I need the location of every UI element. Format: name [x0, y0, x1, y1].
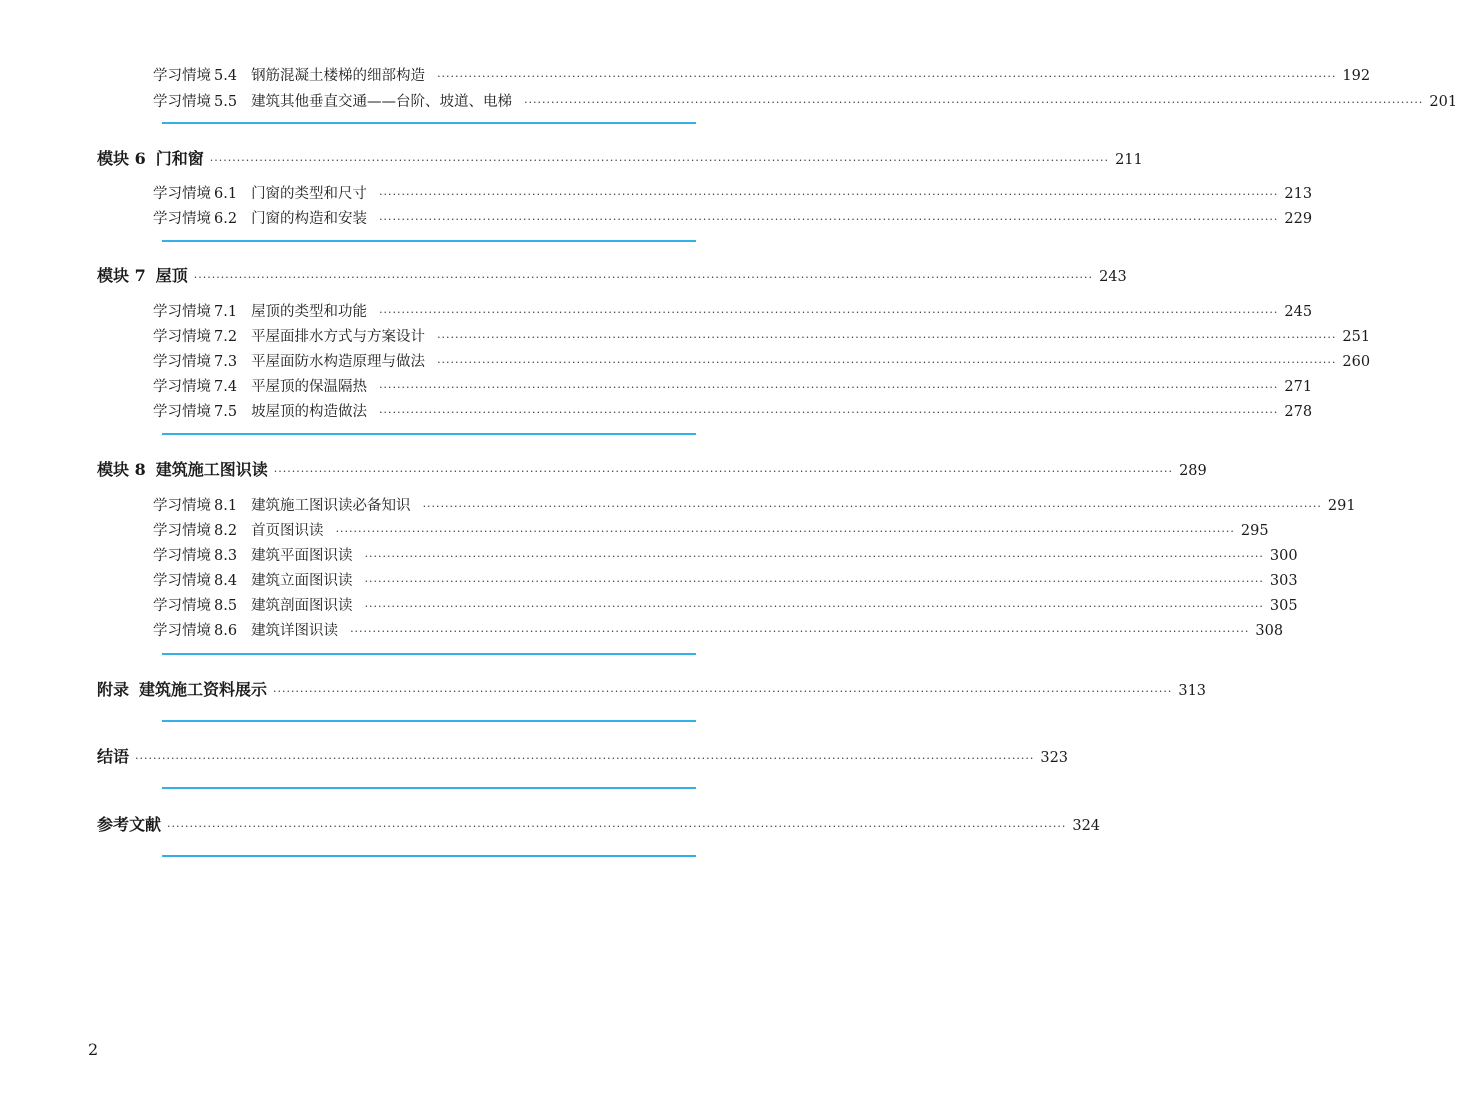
toc-section-entry[interactable] [153, 594, 1298, 615]
toc-entry-label: 学习情境 [153, 211, 211, 227]
toc-section-entry[interactable] [153, 207, 1313, 228]
toc-entry-number: 8.4 [214, 573, 238, 589]
toc-entry-number: 8.2 [214, 523, 238, 539]
toc-entry-title: 门窗的类型和尺寸 [251, 186, 368, 202]
toc-entry-label: 学习情境 [153, 548, 211, 564]
toc-entry-label: 附录 [97, 680, 130, 699]
toc-entry-number: 8.3 [214, 548, 238, 564]
toc-entry-title: 屋顶 [155, 266, 188, 285]
toc-entry-label: 学习情境 [153, 94, 211, 110]
toc-entry-number: 8.6 [214, 623, 238, 639]
toc-entry-title: 建筑平面图识读 [251, 548, 353, 564]
toc-module-entry[interactable] [97, 812, 1101, 835]
toc-entry-page: 308 [1255, 623, 1284, 639]
toc-entry-number: 7.2 [214, 329, 238, 345]
toc-entry-label: 结语 [97, 747, 130, 766]
dot-leader: ········································································································································································································ [437, 356, 1337, 369]
toc-entry-number: 8.1 [214, 498, 238, 514]
toc-entry-label: 模块 6 [97, 149, 146, 168]
toc-entry-page: 289 [1179, 463, 1207, 479]
dot-leader: ········································································································································································································ [379, 381, 1279, 394]
toc-entry-title: 钢筋混凝土楼梯的细部构造 [251, 68, 426, 84]
toc-entry-label: 模块 8 [97, 460, 146, 479]
toc-section-entry[interactable] [153, 64, 1371, 85]
toc-entry-number: 6.1 [214, 186, 238, 202]
toc-entry-label: 学习情境 [153, 498, 211, 514]
toc-entry-page: 271 [1284, 379, 1313, 395]
toc-entry-page: 303 [1269, 573, 1298, 589]
dot-leader: ········································································································································································································ [273, 685, 1173, 698]
dot-leader: ········································································································································································································ [350, 625, 1250, 638]
dot-leader: ········································································································································································································ [167, 820, 1067, 833]
section-divider [162, 653, 696, 655]
toc-entry-page: 213 [1284, 186, 1313, 202]
toc-entry-title: 平屋面排水方式与方案设计 [251, 329, 426, 345]
toc-entry-page: 192 [1342, 68, 1371, 84]
toc-entry-label: 模块 7 [97, 266, 146, 285]
toc-entry-title: 坡屋顶的构造做法 [251, 404, 368, 420]
toc-entry-number: 5.5 [214, 94, 238, 110]
dot-leader: ········································································································································································································ [422, 500, 1322, 513]
toc-entry-page: 305 [1269, 598, 1298, 614]
toc-entry-title: 建筑详图识读 [251, 623, 339, 639]
toc-section-entry[interactable] [153, 325, 1371, 346]
section-divider [162, 122, 696, 124]
toc-entry-label: 学习情境 [153, 523, 211, 539]
dot-leader: ········································································································································································································ [364, 550, 1264, 563]
toc-section-entry[interactable] [153, 90, 1457, 111]
toc-entry-page: 324 [1072, 818, 1101, 834]
section-divider [162, 787, 696, 789]
toc-entry-page: 245 [1284, 304, 1313, 320]
toc-entry-number: 7.4 [214, 379, 238, 395]
toc-entry-number: 6.2 [214, 211, 238, 227]
toc-entry-title: 建筑立面图识读 [251, 573, 353, 589]
toc-section-entry[interactable] [153, 519, 1269, 540]
toc-entry-label: 学习情境 [153, 598, 211, 614]
toc-entry-page: 260 [1342, 354, 1371, 370]
toc-entry-number: 7.5 [214, 404, 238, 420]
toc-entry-label: 学习情境 [153, 68, 211, 84]
toc-entry-number: 7.3 [214, 354, 238, 370]
page-number: 2 [88, 1040, 99, 1059]
dot-leader: ········································································································································································································ [437, 331, 1337, 344]
dot-leader: ········································································································································································································ [193, 271, 1094, 284]
toc-section-entry[interactable] [153, 182, 1313, 203]
toc-section-entry[interactable] [153, 544, 1298, 565]
section-divider [162, 855, 696, 857]
dot-leader: ········································································································································································································ [437, 70, 1337, 83]
toc-entry-title: 建筑施工资料展示 [139, 680, 268, 699]
dot-leader: ········································································································································································································ [379, 306, 1279, 319]
toc-entry-number: 7.1 [214, 304, 238, 320]
toc-entry-label: 学习情境 [153, 379, 211, 395]
section-divider [162, 433, 696, 435]
toc-section-entry[interactable] [153, 619, 1284, 640]
toc-entry-page: 313 [1178, 683, 1207, 699]
toc-module-entry[interactable] [97, 744, 1069, 767]
toc-section-entry[interactable] [153, 569, 1298, 590]
toc-entry-title: 建筑施工图识读必备知识 [251, 498, 411, 514]
toc-entry-page: 201 [1429, 94, 1457, 110]
toc-section-entry[interactable] [153, 300, 1313, 321]
toc-entry-title: 平屋面防水构造原理与做法 [251, 354, 426, 370]
dot-leader: ········································································································································································································ [135, 752, 1035, 765]
dot-leader: ········································································································································································································ [273, 465, 1174, 478]
dot-leader: ········································································································································································································ [209, 154, 1110, 167]
toc-entry-label: 学习情境 [153, 573, 211, 589]
toc-entry-title: 建筑其他垂直交通——台阶、坡道、电梯 [251, 94, 513, 110]
toc-entry-label: 参考文献 [97, 815, 162, 834]
toc-entry-page: 243 [1099, 269, 1127, 285]
toc-section-entry[interactable] [153, 494, 1356, 515]
toc-entry-page: 229 [1284, 211, 1313, 227]
dot-leader: ········································································································································································································ [364, 575, 1264, 588]
toc-entry-label: 学习情境 [153, 329, 211, 345]
toc-entry-label: 学习情境 [153, 186, 211, 202]
toc-module-entry[interactable] [97, 457, 1207, 480]
toc-section-entry[interactable] [153, 375, 1313, 396]
toc-entry-title: 建筑剖面图识读 [251, 598, 353, 614]
toc-entry-page: 278 [1284, 404, 1313, 420]
toc-entry-title: 屋顶的类型和功能 [251, 304, 368, 320]
toc-entry-label: 学习情境 [153, 623, 211, 639]
toc-entry-title: 门窗的构造和安装 [251, 211, 368, 227]
toc-module-entry[interactable] [97, 263, 1127, 286]
toc-entry-page: 211 [1115, 152, 1143, 168]
dot-leader: ········································································································································································································ [364, 600, 1264, 613]
section-divider [162, 720, 696, 722]
toc-entry-page: 300 [1269, 548, 1298, 564]
toc-entry-number: 8.5 [214, 598, 238, 614]
toc-entry-label: 学习情境 [153, 404, 211, 420]
toc-entry-page: 295 [1240, 523, 1269, 539]
dot-leader: ········································································································································································································ [524, 96, 1424, 109]
toc-entry-title: 门和窗 [155, 149, 204, 168]
toc-module-entry[interactable] [97, 677, 1207, 700]
section-divider [162, 240, 696, 242]
toc-entry-title: 建筑施工图识读 [155, 460, 268, 479]
toc-section-entry[interactable] [153, 400, 1313, 421]
toc-entry-title: 平屋顶的保温隔热 [251, 379, 368, 395]
dot-leader: ········································································································································································································ [379, 213, 1279, 226]
dot-leader: ········································································································································································································ [335, 525, 1235, 538]
toc-entry-page: 323 [1040, 750, 1069, 766]
toc-entry-page: 251 [1342, 329, 1371, 345]
toc-entry-label: 学习情境 [153, 304, 211, 320]
toc-entry-page: 291 [1327, 498, 1356, 514]
toc-entry-label: 学习情境 [153, 354, 211, 370]
toc-entry-number: 5.4 [214, 68, 238, 84]
toc-entry-title: 首页图识读 [251, 523, 324, 539]
toc-module-entry[interactable] [97, 146, 1143, 169]
dot-leader: ········································································································································································································ [379, 188, 1279, 201]
dot-leader: ········································································································································································································ [379, 406, 1279, 419]
toc-section-entry[interactable] [153, 350, 1371, 371]
